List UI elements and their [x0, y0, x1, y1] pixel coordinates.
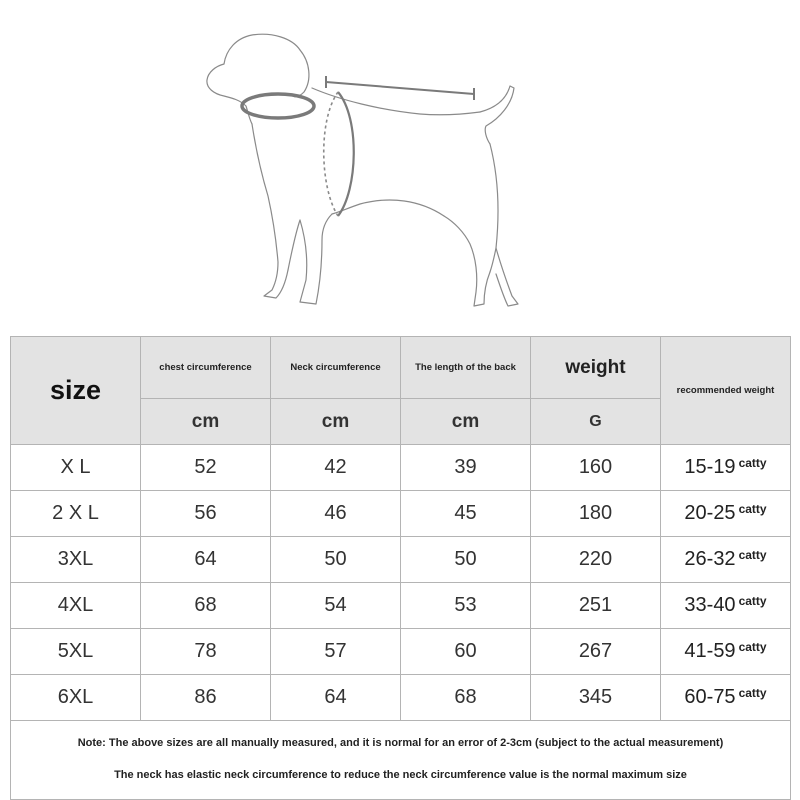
recommended-weight-header: recommended weight	[661, 337, 791, 445]
weight-cell: 160	[531, 445, 661, 491]
recommended-weight-unit: catty	[738, 456, 767, 470]
size-table	[10, 336, 791, 800]
chest-cell: 52	[141, 445, 271, 491]
weight-unit: G	[531, 399, 661, 445]
recommended-weight-unit: catty	[738, 640, 767, 654]
back-length-cell: 68	[401, 675, 531, 721]
chest-cell: 56	[141, 491, 271, 537]
neck-cell: 50	[271, 537, 401, 583]
weight-cell: 251	[531, 583, 661, 629]
size-cell: 4XL	[11, 583, 141, 629]
neck-cell: 42	[271, 445, 401, 491]
recommended-weight-cell	[661, 629, 791, 675]
size-cell: 6XL	[11, 675, 141, 721]
size-header: size	[11, 337, 141, 445]
recommended-weight-range: 20-25	[684, 502, 736, 524]
recommended-weight-range: 26-32	[684, 548, 736, 570]
size-cell: X L	[11, 445, 141, 491]
recommended-weight-cell	[661, 537, 791, 583]
neck-header: Neck circumference	[271, 337, 401, 399]
dog-head-outline	[207, 34, 300, 124]
recommended-weight-unit: catty	[738, 594, 767, 608]
size-cell: 3XL	[11, 537, 141, 583]
chest-measurement-ring-back	[324, 92, 338, 216]
recommended-weight-unit: catty	[738, 548, 767, 562]
weight-cell: 180	[531, 491, 661, 537]
recommended-weight-cell	[661, 583, 791, 629]
recommended-weight-cell	[661, 445, 791, 491]
dog-measurement-illustration	[0, 0, 800, 330]
dog-tail-outline	[480, 86, 514, 144]
neck-cell: 57	[271, 629, 401, 675]
chest-cell: 78	[141, 629, 271, 675]
dog-rear-leg-outer	[496, 248, 518, 306]
recommended-weight-cell	[661, 675, 791, 721]
table-row	[11, 583, 791, 629]
chest-header: chest circumference	[141, 337, 271, 399]
size-cell: 2 X L	[11, 491, 141, 537]
weight-cell: 267	[531, 629, 661, 675]
back-length-unit: cm	[401, 399, 531, 445]
chest-cell: 68	[141, 583, 271, 629]
back-length-cell: 53	[401, 583, 531, 629]
chest-cell: 64	[141, 537, 271, 583]
neck-cell: 46	[271, 491, 401, 537]
back-length-header: The length of the back	[401, 337, 531, 399]
neck-measurement-ring	[242, 94, 314, 118]
recommended-weight-cell	[661, 491, 791, 537]
back-length-cell: 39	[401, 445, 531, 491]
weight-header: weight	[531, 337, 661, 399]
recommended-weight-range: 33-40	[684, 594, 736, 616]
back-length-cell: 50	[401, 537, 531, 583]
table-row	[11, 491, 791, 537]
recommended-weight-unit: catty	[738, 502, 767, 516]
back-length-cell: 60	[401, 629, 531, 675]
back-length-cell: 45	[401, 491, 531, 537]
dog-belly-outline	[332, 200, 444, 216]
recommended-weight-unit: catty	[738, 686, 767, 700]
size-cell: 5XL	[11, 629, 141, 675]
chest-measurement-ring-front	[338, 92, 354, 216]
dog-chest-outline	[252, 124, 288, 298]
neck-cell: 64	[271, 675, 401, 721]
table-row	[11, 537, 791, 583]
notes-cell	[11, 721, 791, 800]
neck-unit: cm	[271, 399, 401, 445]
dog-front-leg-outline	[288, 214, 332, 304]
chest-unit: cm	[141, 399, 271, 445]
table-row	[11, 629, 791, 675]
dog-rear-leg-inner	[444, 216, 490, 306]
weight-cell: 220	[531, 537, 661, 583]
dog-ear-outline	[293, 50, 309, 97]
table-row	[11, 675, 791, 721]
recommended-weight-range: 60-75	[684, 686, 736, 708]
weight-cell: 345	[531, 675, 661, 721]
table-row	[11, 445, 791, 491]
neck-elastic-note: The neck has elastic neck circumference to reduce the neck circumference value is the normal maximum size	[114, 769, 687, 781]
recommended-weight-range: 15-19	[684, 456, 736, 478]
chest-cell: 86	[141, 675, 271, 721]
recommended-weight-range: 41-59	[684, 640, 736, 662]
back-length-measurement	[326, 76, 474, 100]
neck-cell: 54	[271, 583, 401, 629]
measurement-note: Note: The above sizes are all manually measured, and it is normal for an error of 2-3cm (subject to the actual measurement)	[77, 737, 724, 749]
